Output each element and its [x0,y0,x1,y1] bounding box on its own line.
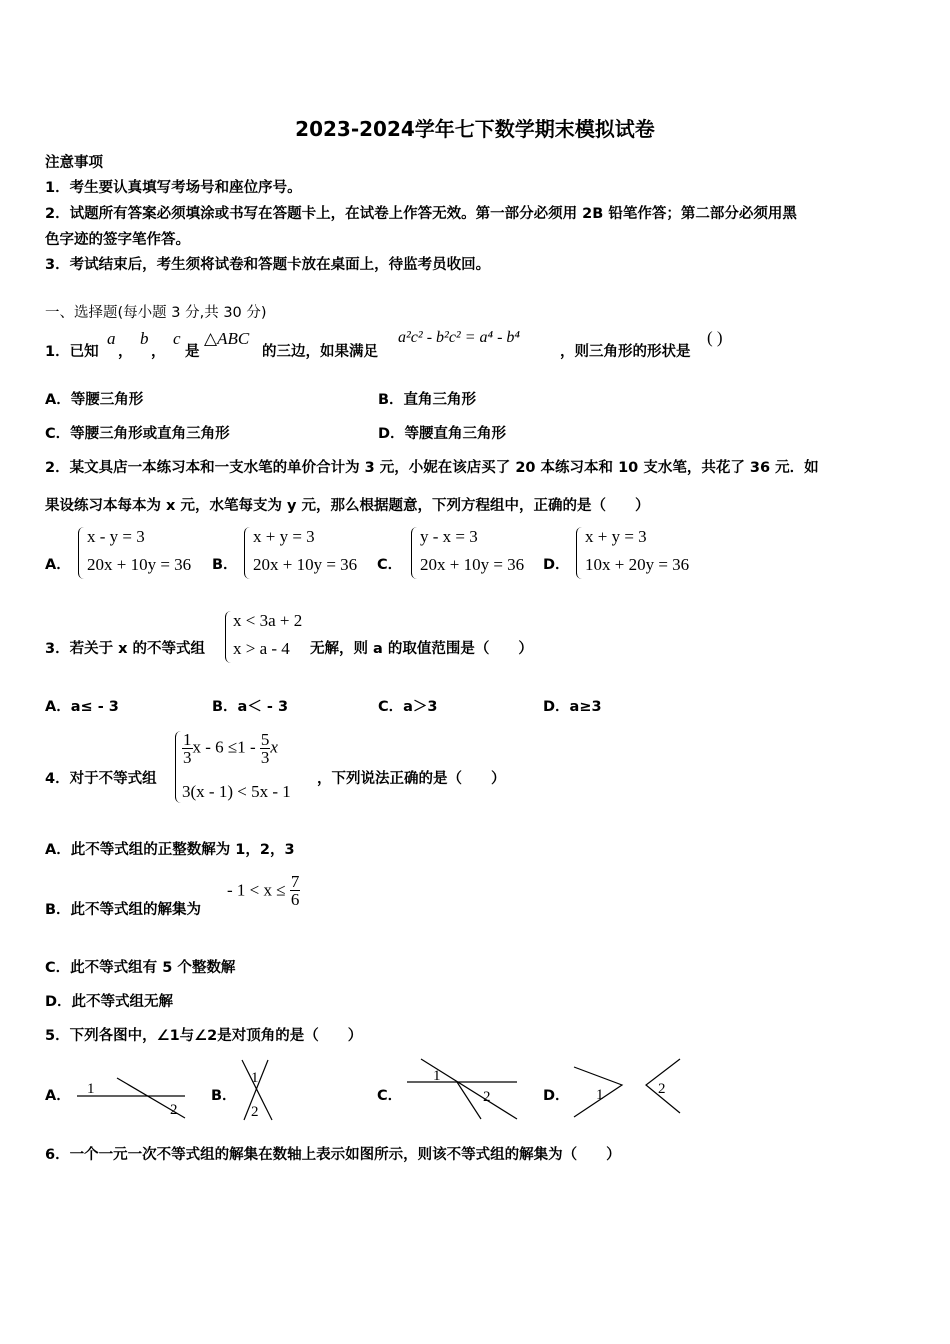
q5-option-b-label[interactable]: B． [211,1088,237,1104]
q5-option-a-label[interactable]: A． [45,1088,71,1104]
equation-row: y - x = 3 [420,527,478,546]
section-heading: 一、选择题(每小题 3 分,共 30 分) [45,305,267,321]
q1-option-b[interactable]: B．直角三角形 [378,392,477,408]
q4-option-b-math: - 1 < x ≤ $\frac{7}{6}$ [227,872,300,909]
q4-option-c[interactable]: C．此不等式组有 5 个整数解 [45,960,236,976]
notice-heading: 注意事项 [45,155,103,171]
inequality-row: $\frac{1}{3}$ x - 6 ≤1 - $\frac{5}{3}$ x [183,730,278,767]
q1-option-d[interactable]: D．等腰直角三角形 [378,426,507,442]
fraction: $\frac{5}{3}$ [260,730,270,767]
q5-figure-b[interactable] [238,1058,278,1124]
equation-row: 20x + 10y = 36 [87,555,192,574]
q1-var-c: c [173,329,181,348]
q1-var-a: a [107,329,116,348]
q1-option-c[interactable]: C．等腰三角形或直角三角形 [45,426,230,442]
angle-label-2: 2 [483,1089,491,1105]
notice-item: 1．考生要认真填写考场号和座位序号。 [45,180,302,196]
q2-option-a-label[interactable]: A． [45,557,71,573]
q5-figure-d[interactable] [570,1055,690,1125]
q1-is: 是 [185,344,200,360]
q4-option-b[interactable]: B．此不等式组的解集为 [45,902,202,918]
q1-prefix: 1．已知 [45,344,99,360]
angle-label-2: 2 [251,1104,259,1120]
q4-option-d[interactable]: D．此不等式组无解 [45,994,174,1010]
q1-option-a[interactable]: A．等腰三角形 [45,392,144,408]
angle-label-2: 2 [658,1081,666,1097]
q4-prefix: 4．对于不等式组 [45,771,157,787]
fraction: $\frac{1}{3}$ [183,730,192,767]
q5-stem: 5．下列各图中，∠1与∠2是对顶角的是（ ） [45,1028,363,1044]
q4-option-a[interactable]: A．此不等式组的正整数解为 1，2，3 [45,842,295,858]
q1-sep: ， [118,344,133,360]
inequality-row: x < 3a + 2 [233,611,303,630]
q1-mid: 的三边，如果满足 [262,344,378,360]
equation-row: x + y = 3 [585,527,647,546]
q3-prefix: 3．若关于 x 的不等式组 [45,641,206,657]
q4-suffix: ，下列说法正确的是（ ） [317,771,506,787]
notice-item: 色字迹的签字笔作答。 [45,232,190,248]
q3-suffix: 无解，则 a 的取值范围是（ ） [310,641,533,657]
angle-label-1: 1 [433,1068,441,1084]
notice-item: 3．考试结束后，考生须将试卷和答题卡放在桌面上，待监考员收回。 [45,257,491,273]
equation-row: 20x + 10y = 36 [420,555,525,574]
page-title: 2023-2024学年七下数学期末模拟试卷 [295,117,655,141]
q3-option-d[interactable]: D．a≥3 [543,699,602,715]
q5-figure-c[interactable] [405,1055,523,1125]
q5-figure-a[interactable] [75,1070,190,1120]
q1-var-b: b [140,329,149,348]
q5-option-d-label[interactable]: D． [543,1088,570,1104]
equation-row: x + y = 3 [253,527,315,546]
q1-triangle: △ABC [204,329,250,348]
q2-stem-line2: 果设练习本每本为 x 元，水笔每支为 y 元，那么根据题意，下列方程组中，正确的是（ ） [45,498,650,514]
q1-equation: a²c² - b²c² = a⁴ - b⁴ [398,329,520,346]
q3-option-a[interactable]: A．a≤ - 3 [45,699,119,715]
q2-stem-line1: 2．某文具店一本练习本和一支水笔的单价合计为 3 元，小妮在该店买了 20 本练习本和 10 支水笔，共花了 36 元．如 [45,460,819,476]
angle-label-1: 1 [251,1070,259,1086]
equation-row: 20x + 10y = 36 [253,555,358,574]
q2-option-b-label[interactable]: B． [212,557,238,573]
angle-label-1: 1 [596,1087,604,1103]
angle-label-2: 2 [170,1102,178,1118]
equation-row: x - y = 3 [87,527,145,546]
angle-label-1: 1 [87,1081,95,1097]
q6-stem: 6．一个一元一次不等式组的解集在数轴上表示如图所示，则该不等式组的解集为（ ） [45,1147,621,1163]
fraction: $\frac{7}{6}$ [290,872,300,909]
q1-sep: ， [151,344,166,360]
inequality-row: x > a - 4 [233,639,290,658]
q2-option-c-label[interactable]: C． [377,557,403,573]
q1-suffix: ，则三角形的形状是 [560,344,691,360]
q2-option-d-label[interactable]: D． [543,557,570,573]
inequality-row: 3(x - 1) < 5x - 1 [182,782,291,801]
q5-option-c-label[interactable]: C． [377,1088,403,1104]
q3-option-b[interactable]: B．a＜ - 3 [212,699,289,715]
q3-option-c[interactable]: C．a＞3 [378,699,438,715]
notice-item: 2．试题所有答案必须填涂或书写在答题卡上，在试卷上作答无效。第一部分必须用 2B 铅笔作答；第二部分必须用黑 [45,206,797,222]
equation-row: 10x + 20y = 36 [585,555,690,574]
q1-answer-paren: ( ) [707,328,723,347]
